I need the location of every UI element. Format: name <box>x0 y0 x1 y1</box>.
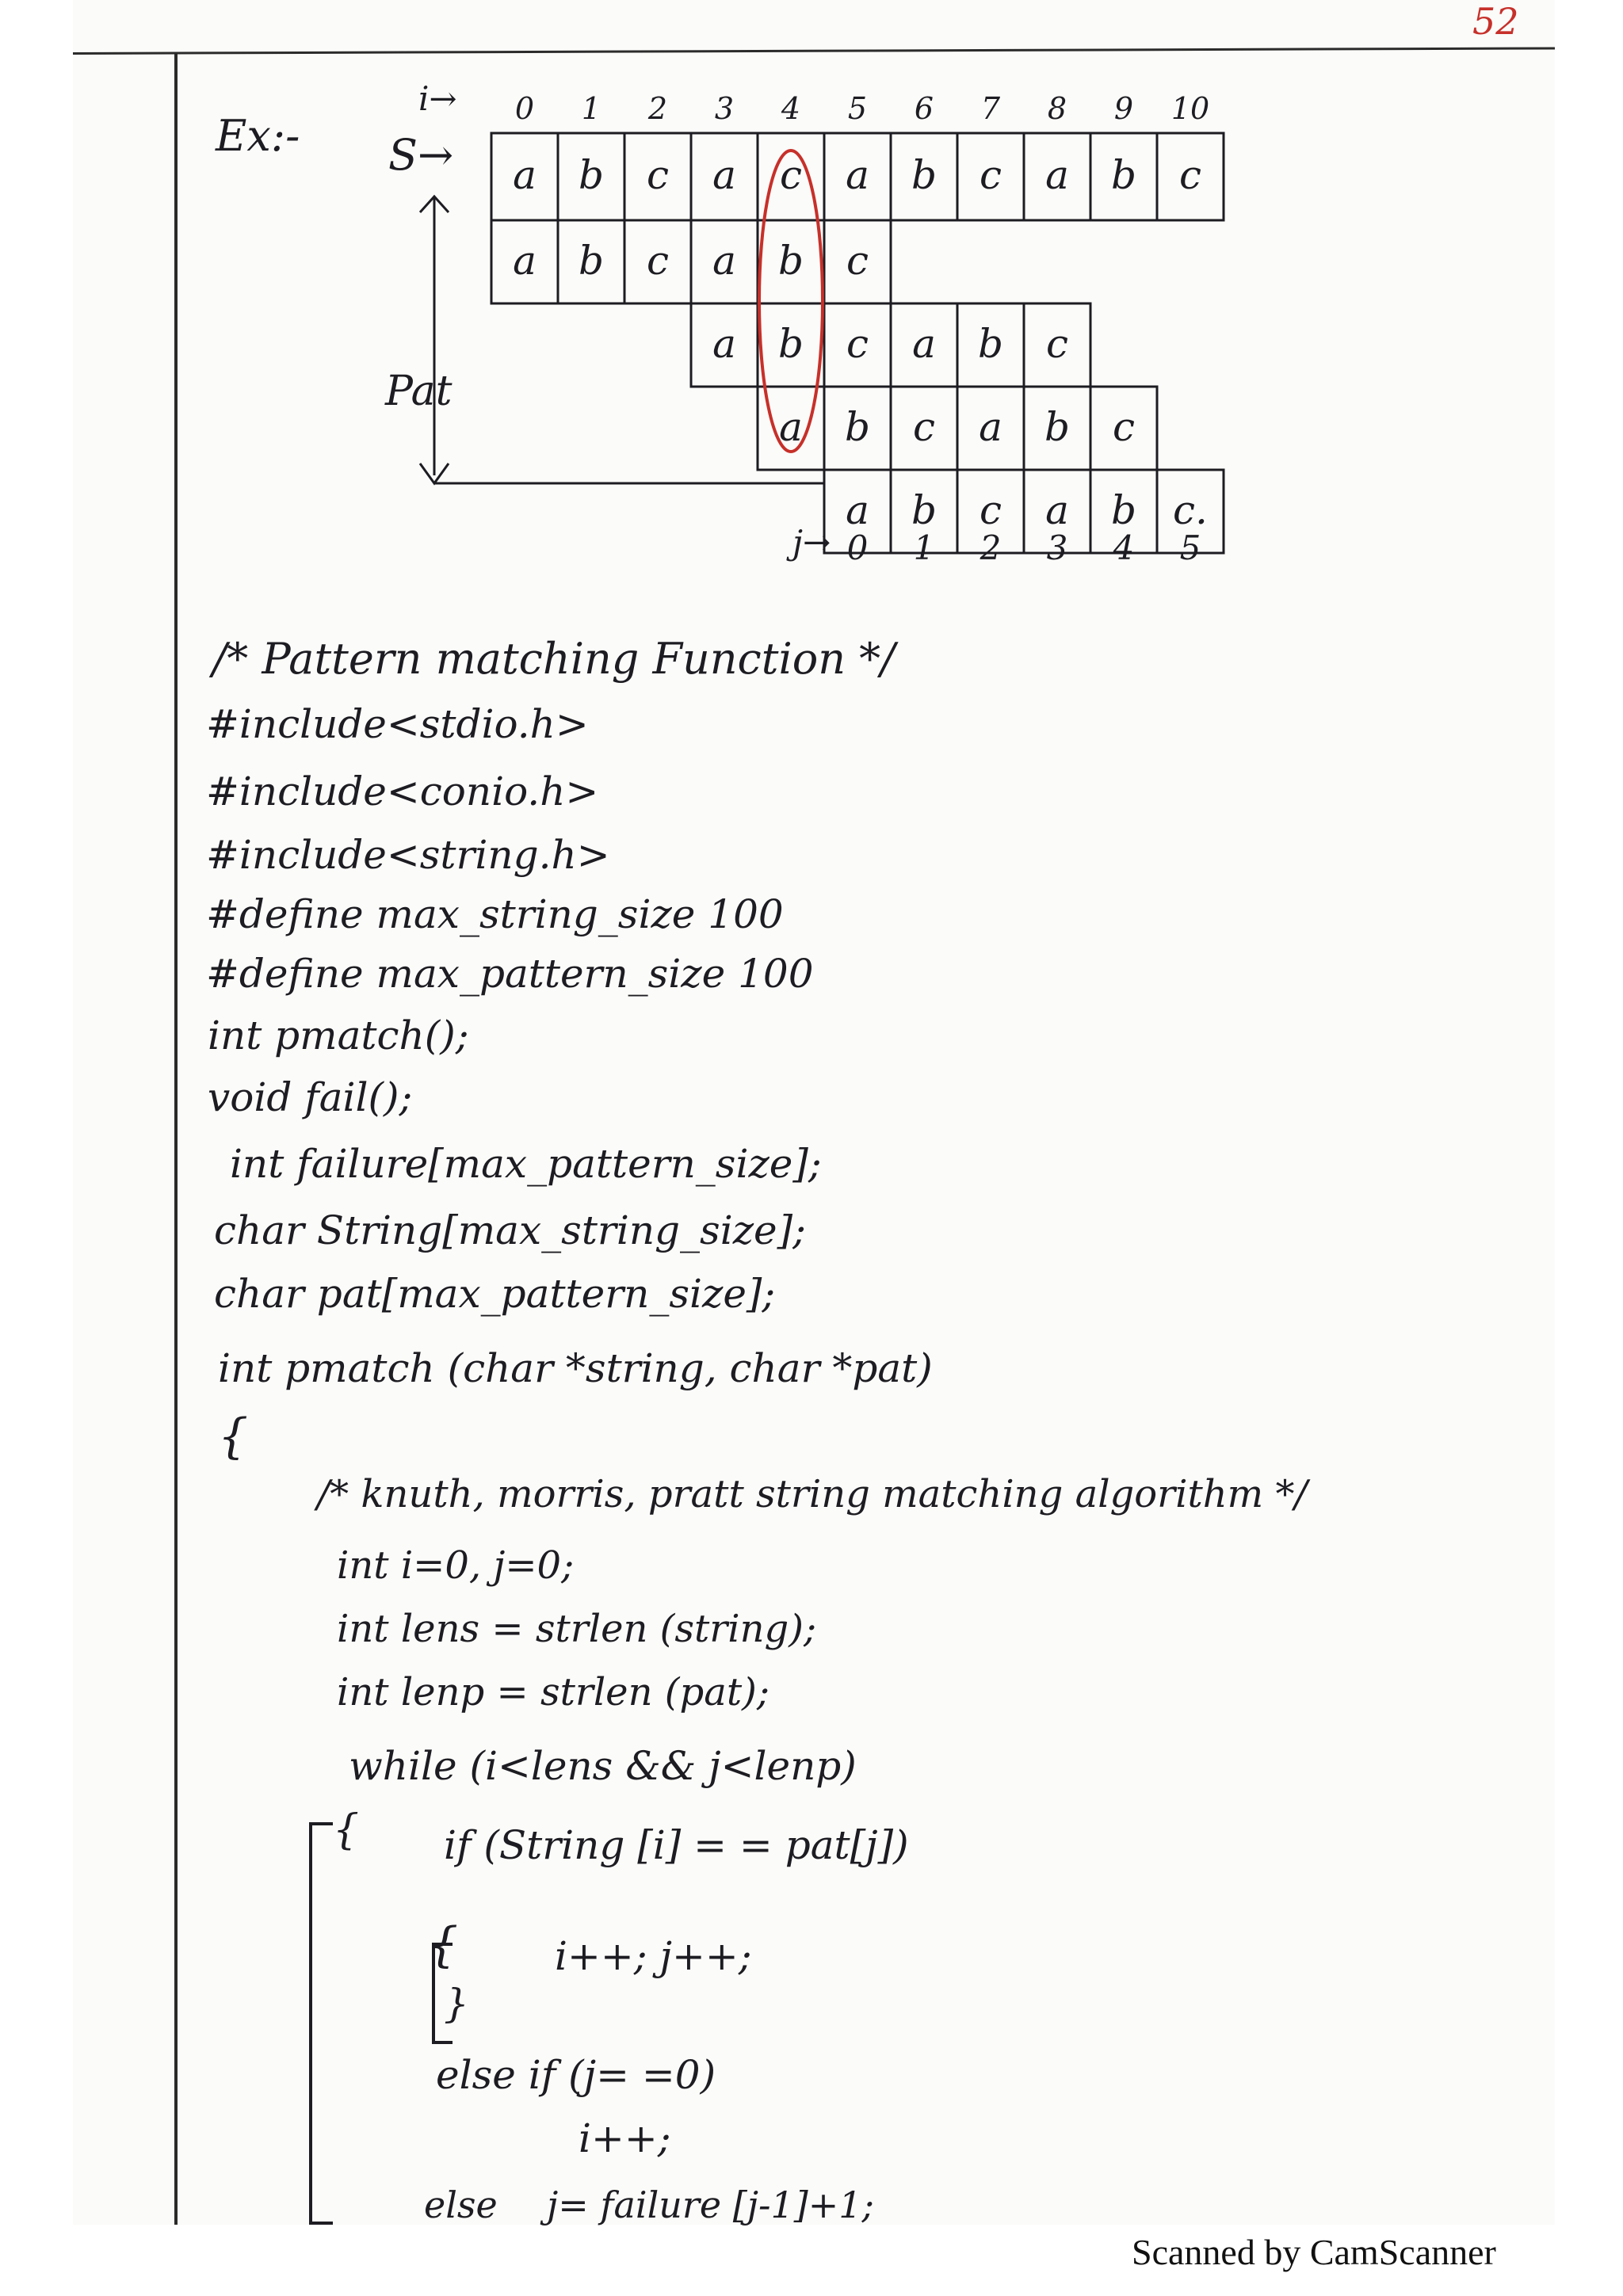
j-index-3: 3 <box>1046 528 1068 567</box>
code-line: int lens = strlen (string); <box>337 1607 817 1651</box>
code-line: int lenp = strlen (pat); <box>337 1670 769 1714</box>
string-char: a <box>712 152 736 198</box>
code-line: #define max_pattern_size 100 <box>206 951 814 997</box>
code-line: else if (j= =0) <box>436 2052 716 2098</box>
code-line: if (String [i] = = pat[j]) <box>444 1822 909 1868</box>
string-char: a <box>513 152 537 198</box>
pattern-char: b <box>578 238 605 284</box>
pattern-char: c. <box>1173 487 1208 533</box>
code-line: int i=0, j=0; <box>337 1543 575 1588</box>
code-line: { <box>428 1917 459 1973</box>
code-line: #define max_string_size 100 <box>206 891 784 937</box>
pattern-char: c <box>846 321 869 367</box>
string-label: S→ <box>388 130 454 180</box>
code-line: void fail(); <box>208 1074 413 1120</box>
i-index-6: 6 <box>914 91 934 126</box>
string-char: c <box>979 152 1002 198</box>
i-index-9: 9 <box>1113 91 1134 126</box>
i-index-0: 0 <box>514 91 535 126</box>
pattern-char: b <box>977 321 1004 367</box>
pattern-char: c <box>979 487 1002 533</box>
pattern-char: b <box>777 238 804 284</box>
pattern-char: a <box>779 404 803 450</box>
j-index-0: 0 <box>846 528 869 567</box>
pattern-char: c <box>912 404 936 450</box>
i-index-4: 4 <box>781 91 801 126</box>
string-char: a <box>846 152 869 198</box>
pattern-char: b <box>911 487 938 533</box>
while-body-bracket <box>309 1822 333 2225</box>
pattern-char: a <box>912 321 936 367</box>
pattern-char: c <box>1045 321 1069 367</box>
pattern-label: Pat <box>385 368 453 415</box>
page-number: 52 <box>1472 0 1519 43</box>
code-line: { <box>333 1806 360 1854</box>
j-index-1: 1 <box>913 528 935 567</box>
j-index-4: 4 <box>1113 528 1135 567</box>
i-index-1: 1 <box>581 91 601 126</box>
pattern-char: c <box>646 238 670 284</box>
string-char: b <box>578 152 605 198</box>
i-index-10: 10 <box>1170 91 1210 126</box>
pattern-char: b <box>1110 487 1137 533</box>
code-line: #include<stdio.h> <box>206 701 589 747</box>
pattern-char: b <box>777 321 804 367</box>
pattern-char: a <box>979 404 1002 450</box>
i-index-8: 8 <box>1047 91 1067 126</box>
string-char: a <box>1045 152 1069 198</box>
code-line: char pat[max_pattern_size]; <box>214 1271 776 1317</box>
code-line: #include<conio.h> <box>206 769 599 814</box>
i-index-3: 3 <box>714 91 735 126</box>
camscanner-watermark: Scanned by CamScanner <box>1132 2232 1496 2272</box>
code-line: } <box>444 1981 469 2027</box>
code-line: else <box>424 2183 498 2226</box>
pattern-char: c <box>1112 404 1136 450</box>
pattern-char: a <box>712 238 736 284</box>
code-line: /* knuth, morris, pratt string matching algorithm */ <box>317 1472 1308 1516</box>
code-line: j= failure [j-1]+1; <box>547 2183 875 2226</box>
j-index-5: 5 <box>1179 528 1201 567</box>
pattern-char: b <box>844 404 871 450</box>
code-line: i++; j++; <box>555 1933 752 1979</box>
code-line: i++; <box>579 2115 671 2161</box>
string-char: b <box>911 152 938 198</box>
string-char: c <box>779 152 803 198</box>
code-line: { <box>218 1409 249 1464</box>
code-line: int failure[max_pattern_size]; <box>230 1141 822 1187</box>
pattern-char: a <box>513 238 537 284</box>
i-label: i→ <box>418 79 457 118</box>
pattern-char: b <box>1044 404 1071 450</box>
kmp-shift-diagram <box>0 0 1623 602</box>
code-line: char String[max_string_size]; <box>214 1207 806 1253</box>
string-char: b <box>1110 152 1137 198</box>
code-line: /* Pattern matching Function */ <box>212 634 896 684</box>
i-index-7: 7 <box>980 91 1001 126</box>
if-body-bracket <box>432 1943 453 2044</box>
code-line: #include<string.h> <box>206 832 610 878</box>
string-char: c <box>1178 152 1202 198</box>
j-index-2: 2 <box>980 528 1002 567</box>
i-index-2: 2 <box>647 91 668 126</box>
example-label: Ex:- <box>216 111 300 161</box>
pattern-char: a <box>846 487 869 533</box>
code-line: while (i<lens && j<lenp) <box>349 1743 857 1789</box>
code-line: int pmatch(); <box>208 1013 469 1058</box>
code-line: int pmatch (char *string, char *pat) <box>218 1345 933 1391</box>
pattern-char: c <box>846 238 869 284</box>
i-index-5: 5 <box>847 91 868 126</box>
pattern-char: a <box>1045 487 1069 533</box>
pattern-char: a <box>712 321 736 367</box>
string-char: c <box>646 152 670 198</box>
j-label: j→ <box>792 523 831 562</box>
